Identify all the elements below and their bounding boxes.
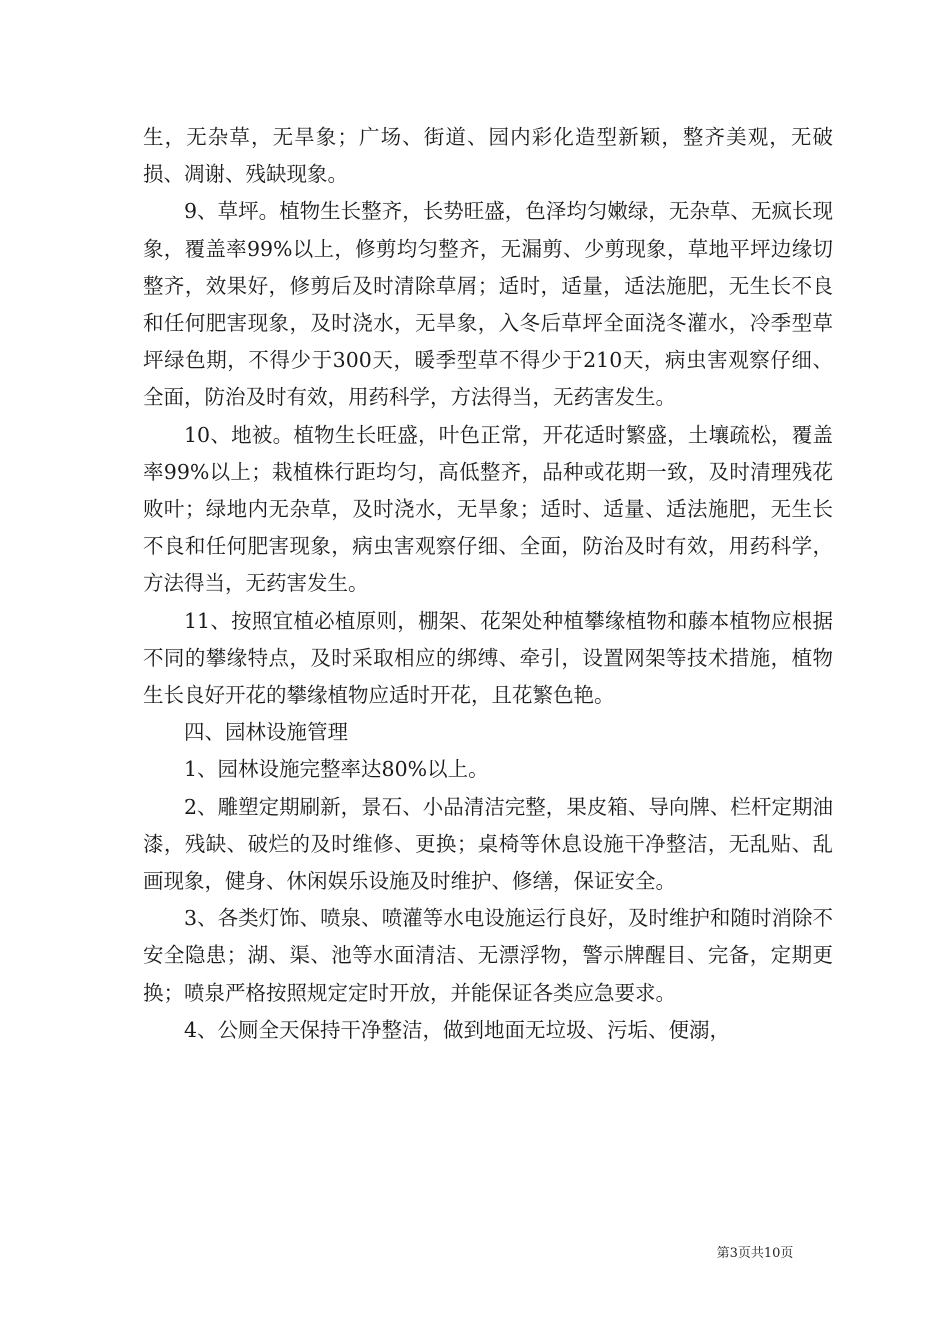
paragraph-7: 2、雕塑定期刷新，景石、小品清洁完整，果皮箱、导向牌、栏杆定期油漆，残缺、破烂的及时维修、更换；桌椅等休息设施干净整洁，无乱贴、乱画现象，健身、休闲娱乐设施及时维护、修缮，保证安全。 [143,794,833,894]
paragraph-4: 11、按照宜植必植原则，棚架、花架处种植攀缘植物和藤本植物应根据不同的攀缘特点，及时采取相应的绑缚、牵引，设置网架等技术措施，植物生长良好开花的攀缘植物应适时开花，且花繁色艳。 [143,608,833,708]
paragraph-6: 1、园林设施完整率达80%以上。 [184,757,489,782]
document-body [143,119,833,1049]
paragraph-2: 9、草坪。植物生长整齐，长势旺盛，色泽均匀嫩绿，无杂草、无疯长现象，覆盖率99%以上，修剪均匀整齐，无漏剪、少剪现象，草地平坪边缘切整齐，效果好，修剪后及时清除草屑；适时，适量，适法施肥，无生长不良和任何肥害现象，及时浇水，无旱象，入冬后草坪全面浇冬灌水，冷季型草坪绿色期，不得少于300天，暖季型草不得少于210天，病虫害观察仔细、全面，防治及时有效，用药科学，方法得当，无药害发生。 [143,199,833,410]
paragraph-1: 生，无杂草，无旱象；广场、街道、园内彩化造型新颖，整齐美观，无破损、凋谢、残缺现象。 [143,125,833,187]
paragraph-3: 10、地被。植物生长旺盛，叶色正常，开花适时繁盛，土壤疏松，覆盖率99%以上；栽植株行距均匀，高低整齐，品种或花期一致，及时清理残花败叶；绿地内无杂草，及时浇水，无旱象；适时、适量、适法施肥，无生长不良和任何肥害现象，病虫害观察仔细、全面，防治及时有效，用药科学，方法得当，无药害发生。 [143,422,833,596]
page-number: 第3页共10页 [716,1246,794,1261]
paragraph-9: 4、公厕全天保持干净整洁，做到地面无垃圾、污垢、便溺， [184,1017,731,1042]
section-heading: 四、园林设施管理 [184,720,348,745]
paragraph-8: 3、各类灯饰、喷泉、喷灌等水电设施运行良好，及时维护和随时消除不安全隐患；湖、渠、池等水面清洁、无漂浮物，警示牌醒目、完备，定期更换；喷泉严格按照规定定时开放，并能保证各类应急要求。 [143,906,833,1005]
